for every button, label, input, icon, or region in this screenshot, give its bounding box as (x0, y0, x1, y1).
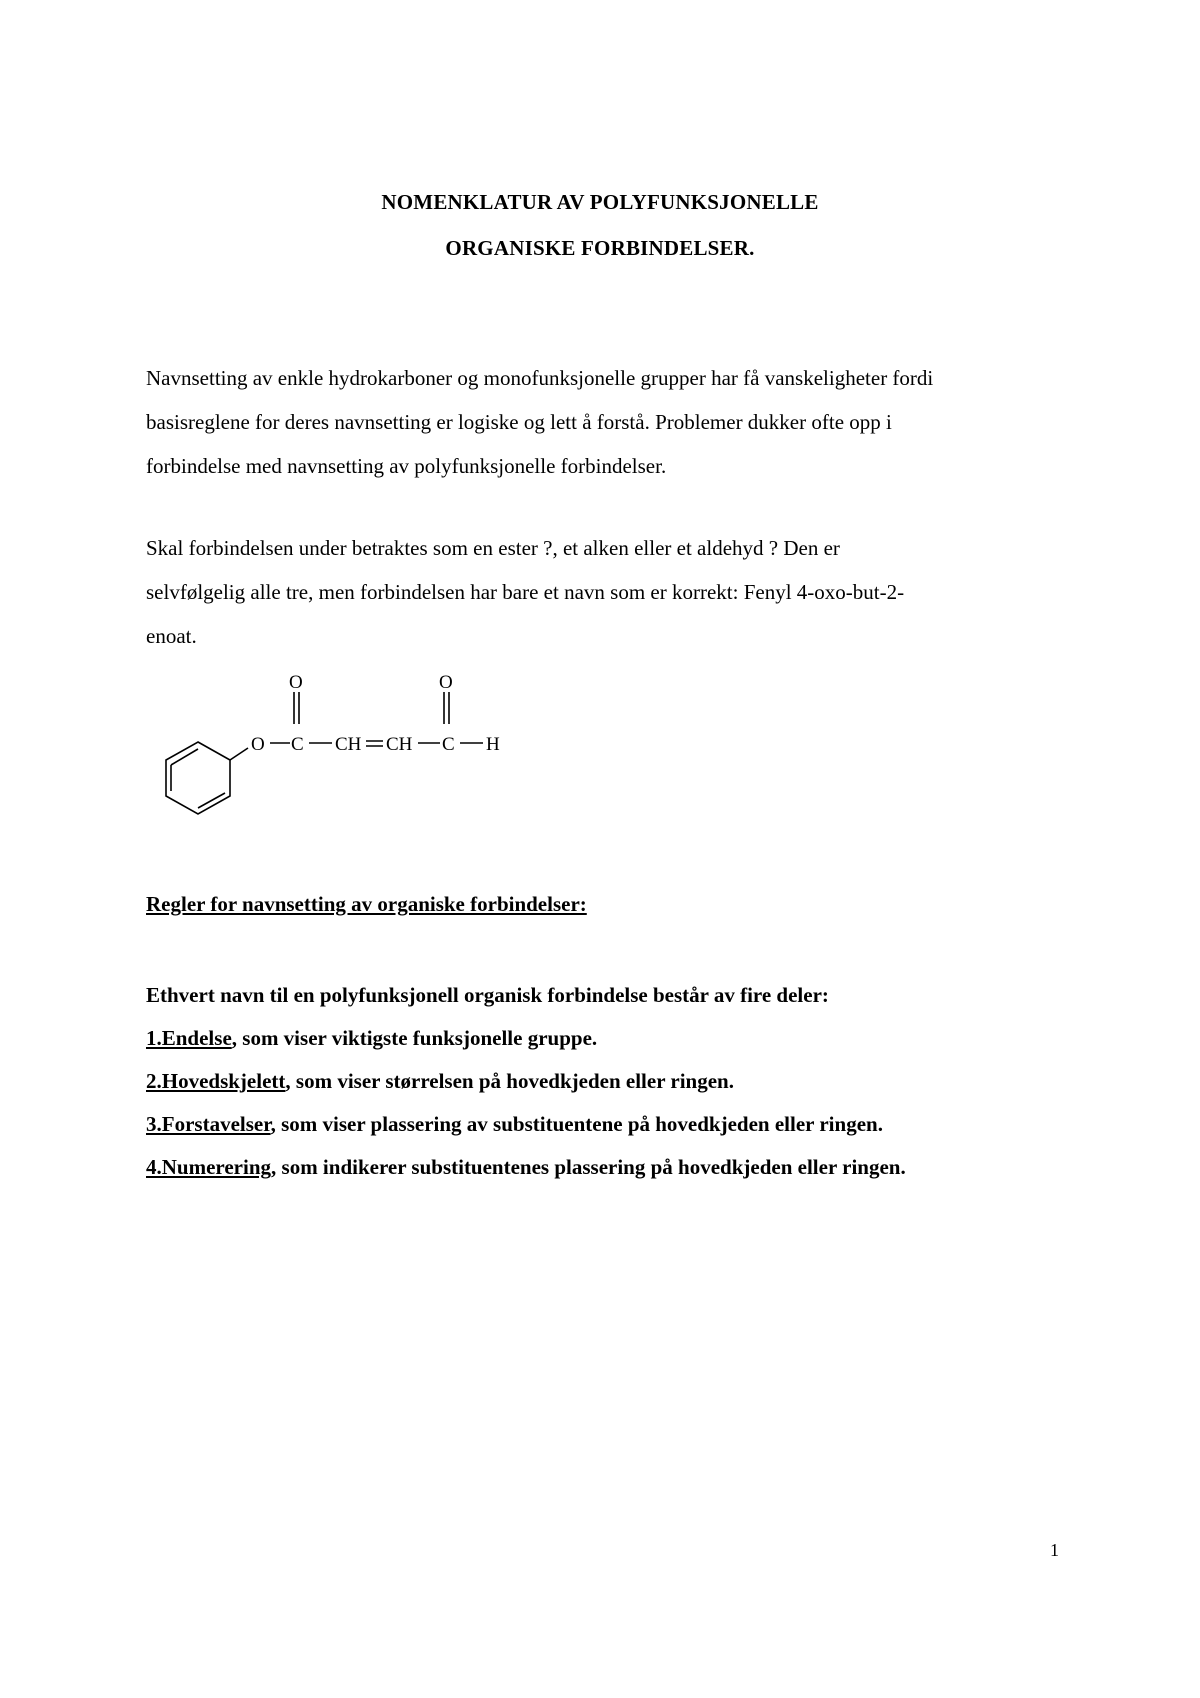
rules-list (146, 974, 906, 1189)
rule-item (146, 1017, 906, 1060)
example-line: enoat. (146, 624, 197, 648)
intro-line: basisreglene for deres navnsetting er logiske og lett å forstå. Problemer dukker ofte opp i (146, 410, 892, 434)
rule-text: , som viser viktigste funksjonelle gruppe. (231, 1026, 598, 1050)
intro-paragraph (146, 356, 1066, 488)
intro-line: Navnsetting av enkle hydrokarboner og monofunksjonelle grupper har få vanskeligheter fordi (146, 366, 934, 390)
title-line-2: ORGANISKE FORBINDELSER. (445, 236, 755, 260)
rule-term: 4.Numerering (146, 1155, 272, 1179)
ch-group-1: CH (335, 734, 362, 755)
benzene-ring (166, 742, 248, 814)
rule-item (146, 1146, 906, 1189)
ester-oxygen: O (251, 734, 265, 755)
rules-intro: Ethvert navn til en polyfunksjonell organisk forbindelse består av fire deler: (146, 983, 829, 1007)
rule-item (146, 1103, 906, 1146)
rule-term: 1.Endelse (146, 1026, 232, 1050)
rules-heading: Regler for navnsetting av organiske forbindelser: (146, 892, 587, 916)
carbonyl-oxygen-2: O (439, 672, 453, 693)
carbonyl-oxygen-1: O (289, 672, 303, 693)
structural-formula (140, 668, 560, 838)
rule-text: , som indikerer substituentenes plassering på hovedkjeden eller ringen. (271, 1155, 906, 1179)
rule-item (146, 1060, 906, 1103)
rule-term: 2.Hovedskjelett (146, 1069, 286, 1093)
carbon-1: C (291, 734, 304, 755)
example-line: Skal forbindelsen under betraktes som en ester ?, et alken eller et aldehyd ? Den er (146, 536, 840, 560)
intro-line: forbindelse med navnsetting av polyfunksjonelle forbindelser. (146, 454, 667, 478)
example-paragraph (146, 526, 1066, 658)
title-line-1: NOMENKLATUR AV POLYFUNKSJONELLE (381, 190, 819, 214)
carbon-2: C (442, 734, 455, 755)
rule-term: 3.Forstavelser (146, 1112, 271, 1136)
example-line: selvfølgelig alle tre, men forbindelsen har bare et navn som er korrekt: Fenyl 4-oxo-but-2- (146, 580, 905, 604)
hydrogen: H (486, 734, 500, 755)
page-number: 1 (1050, 1540, 1059, 1560)
rule-text: , som viser plassering av substituentene på hovedkjeden eller ringen. (270, 1112, 883, 1136)
rule-text: , som viser størrelsen på hovedkjeden eller ringen. (285, 1069, 734, 1093)
ch-group-2: CH (386, 734, 413, 755)
